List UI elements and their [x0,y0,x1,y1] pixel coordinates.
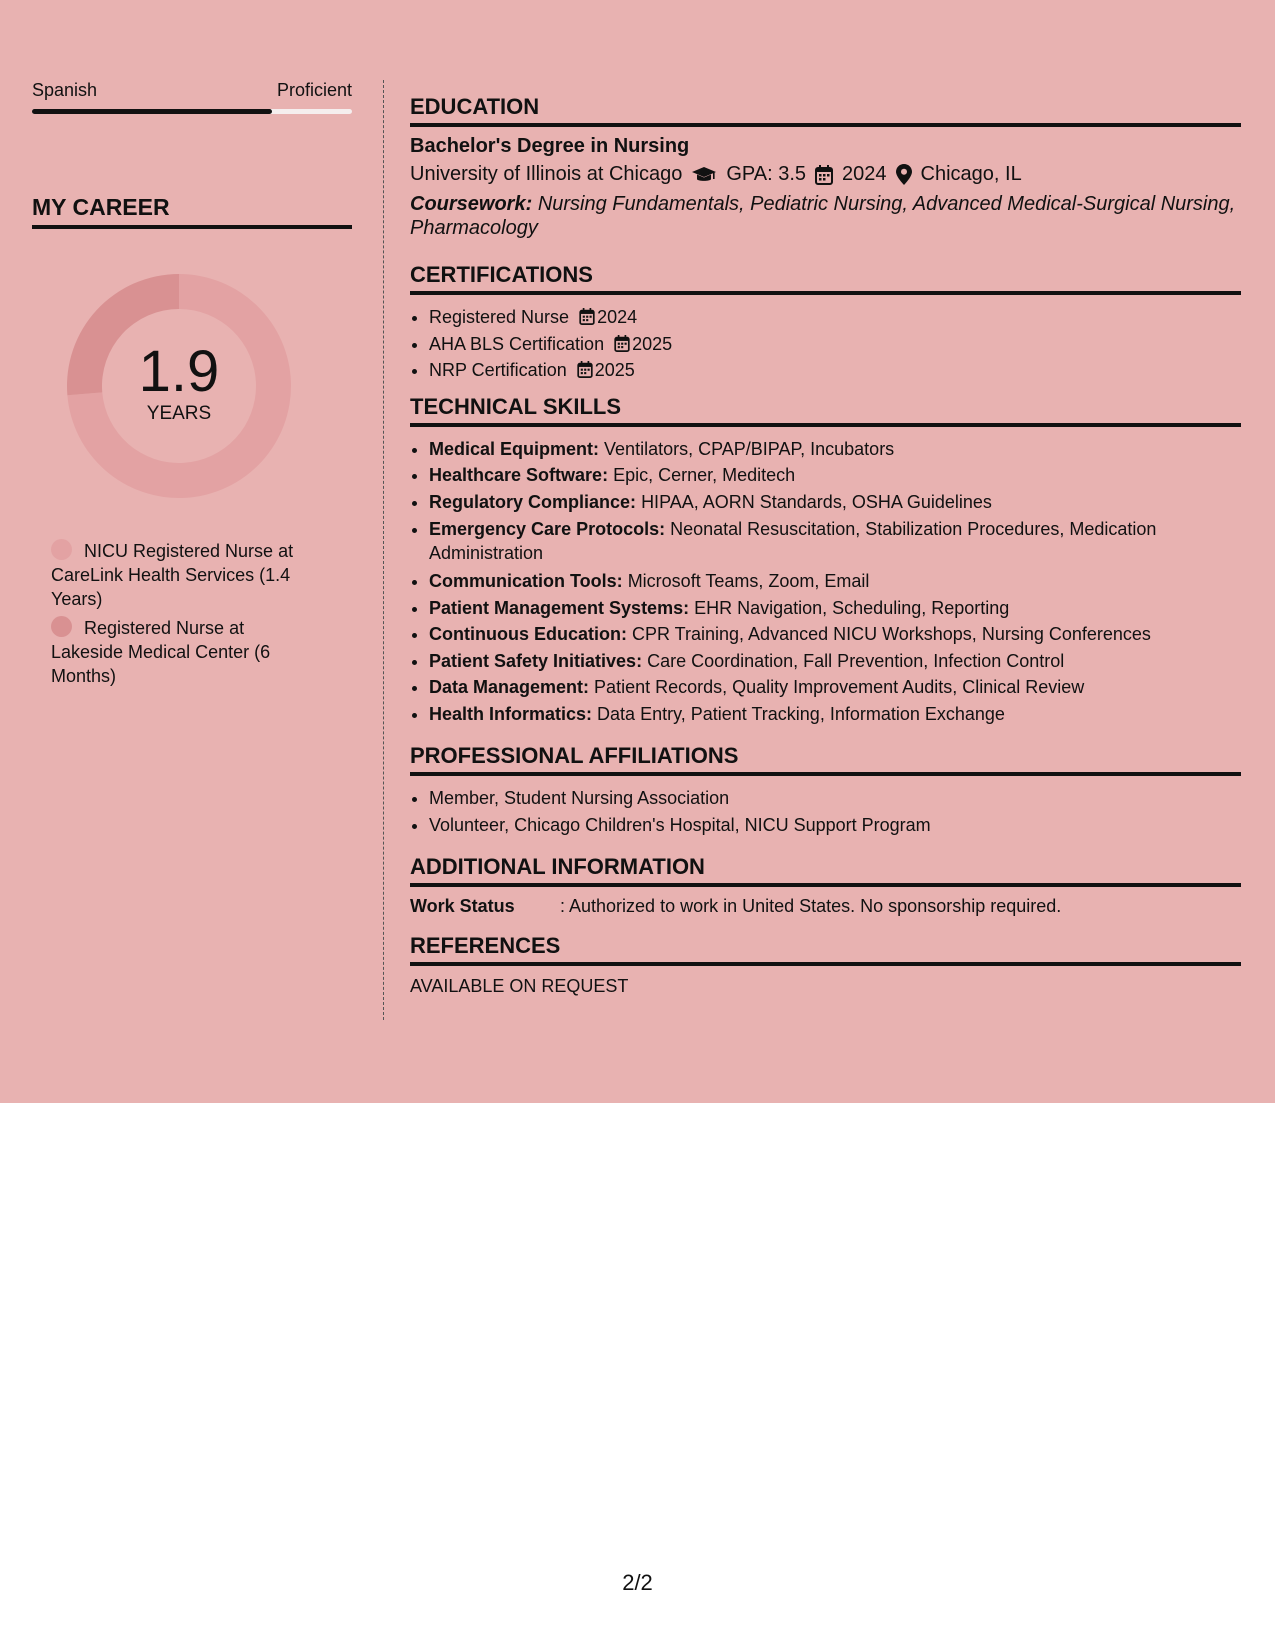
certification-name: NRP Certification [429,360,567,380]
gpa: GPA: 3.5 [726,163,807,185]
skill-item [429,489,1241,516]
skill-item [429,568,1241,595]
skill-label: Data Management: [429,677,590,697]
work-status-label: Work Status [410,896,515,916]
right-column [410,94,1241,997]
skill-label: Patient Management Systems: [429,597,690,618]
school-line [410,163,1241,186]
school-location: Chicago, IL [920,163,1022,185]
certification-name: Registered Nurse [429,307,570,327]
skill-item [429,517,1241,565]
certification-year: 2025 [632,333,673,354]
skill-label: Continuous Education: [429,624,627,644]
affiliations-list [410,785,1241,838]
skill-label: Patient Safety Initiatives: [429,650,643,671]
certification-year: 2025 [594,360,635,380]
coursework-label: Coursework: [410,193,533,215]
legend-dot-icon [51,539,72,560]
certification-item [429,331,1241,358]
work-status-row [410,896,1241,917]
school-name: University of Illinois at Chicago [410,163,683,185]
skill-item [429,701,1241,728]
technical-skills-heading: TECHNICAL SKILLS [410,394,1241,427]
skill-value: EHR Navigation, Scheduling, Reporting [694,597,1010,618]
skill-item [429,462,1241,489]
education-heading: EDUCATION [410,94,1241,127]
skill-value: Neonatal Resuscitation, Stabilization Procedures, Medication Administration [429,519,1157,563]
degree-title: Bachelor's Degree in Nursing [410,135,690,157]
certification-name: AHA BLS Certification [429,333,605,354]
skill-label: Medical Equipment: [429,438,600,459]
affiliation-item: • Member, Student Nursing Association [429,785,1241,812]
certification-item [429,357,1241,384]
certification-item [429,304,1241,331]
career-total-value: 1.9 [138,339,220,404]
skill-value: HIPAA, AORN Standards, OSHA Guidelines [641,491,992,512]
technical-skills-list [410,436,1241,728]
skill-label: Communication Tools: [429,571,623,591]
affiliation-item: • Volunteer, Chicago Children's Hospital, NICU Support Program [429,812,1241,839]
career-legend-label: NICU Registered Nurse at CareLink Health Services (1.4 Years) [51,541,294,609]
graduation-cap-icon [691,166,717,184]
calendar-icon [579,308,595,325]
certifications-heading: CERTIFICATIONS [410,262,1241,295]
skill-label: Emergency Care Protocols: [429,519,666,539]
certifications-list [410,304,1241,384]
language-level: Proficient [276,80,352,100]
references-text: AVAILABLE ON REQUEST [410,976,629,996]
calendar-icon [577,361,593,378]
skill-item [429,674,1241,701]
calendar-icon [614,335,630,352]
career-total [64,339,294,425]
skill-label: Regulatory Compliance: [429,491,637,512]
skill-value: Patient Records, Quality Improvement Audits, Clinical Review [594,677,1085,697]
skill-item [429,648,1241,675]
skill-value: Data Entry, Patient Tracking, Information Exchange [597,703,1005,724]
career-legend [51,539,311,688]
career-legend-item [51,539,311,611]
additional-info-heading: ADDITIONAL INFORMATION [410,854,1241,887]
page-number: 2/2 [622,1570,653,1595]
certification-year: 2024 [597,307,638,327]
graduation-year: 2024 [842,163,887,185]
language-row [32,80,352,101]
language-level-fill [32,109,272,114]
career-legend-item [51,616,311,688]
career-title: MY CAREER [32,194,352,229]
skill-item [429,595,1241,622]
skill-value: Ventilators, CPAP/BIPAP, Incubators [604,438,895,459]
language-name: Spanish [32,80,98,100]
references-heading: REFERENCES [410,933,1241,966]
coursework-list: Nursing Fundamentals, Pediatric Nursing, Advanced Medical-Surgical Nursing, Pharmacology [410,193,1236,239]
language-level-bar [32,109,352,114]
location-pin-icon [896,164,912,185]
legend-dot-icon [51,616,72,637]
skill-label: Health Informatics: [429,703,593,724]
coursework [410,192,1241,240]
career-donut-chart [64,271,294,501]
left-column [32,80,352,693]
skill-item [429,436,1241,463]
skill-value: Care Coordination, Fall Prevention, Infection Control [647,650,1065,671]
skill-label: Healthcare Software: [429,465,609,485]
skill-item [429,621,1241,648]
skill-value: Microsoft Teams, Zoom, Email [627,571,870,591]
skill-value: Epic, Cerner, Meditech [613,465,796,485]
calendar-icon [815,165,833,185]
affiliations-heading: PROFESSIONAL AFFILIATIONS [410,743,1241,776]
skill-value: CPR Training, Advanced NICU Workshops, Nursing Conferences [632,624,1151,644]
work-status-value: : Authorized to work in United States. No sponsorship required. [560,896,1062,916]
career-total-unit: YEARS [146,403,212,424]
career-legend-label: Registered Nurse at Lakeside Medical Center (6 Months) [51,618,271,686]
column-divider [383,80,384,1020]
